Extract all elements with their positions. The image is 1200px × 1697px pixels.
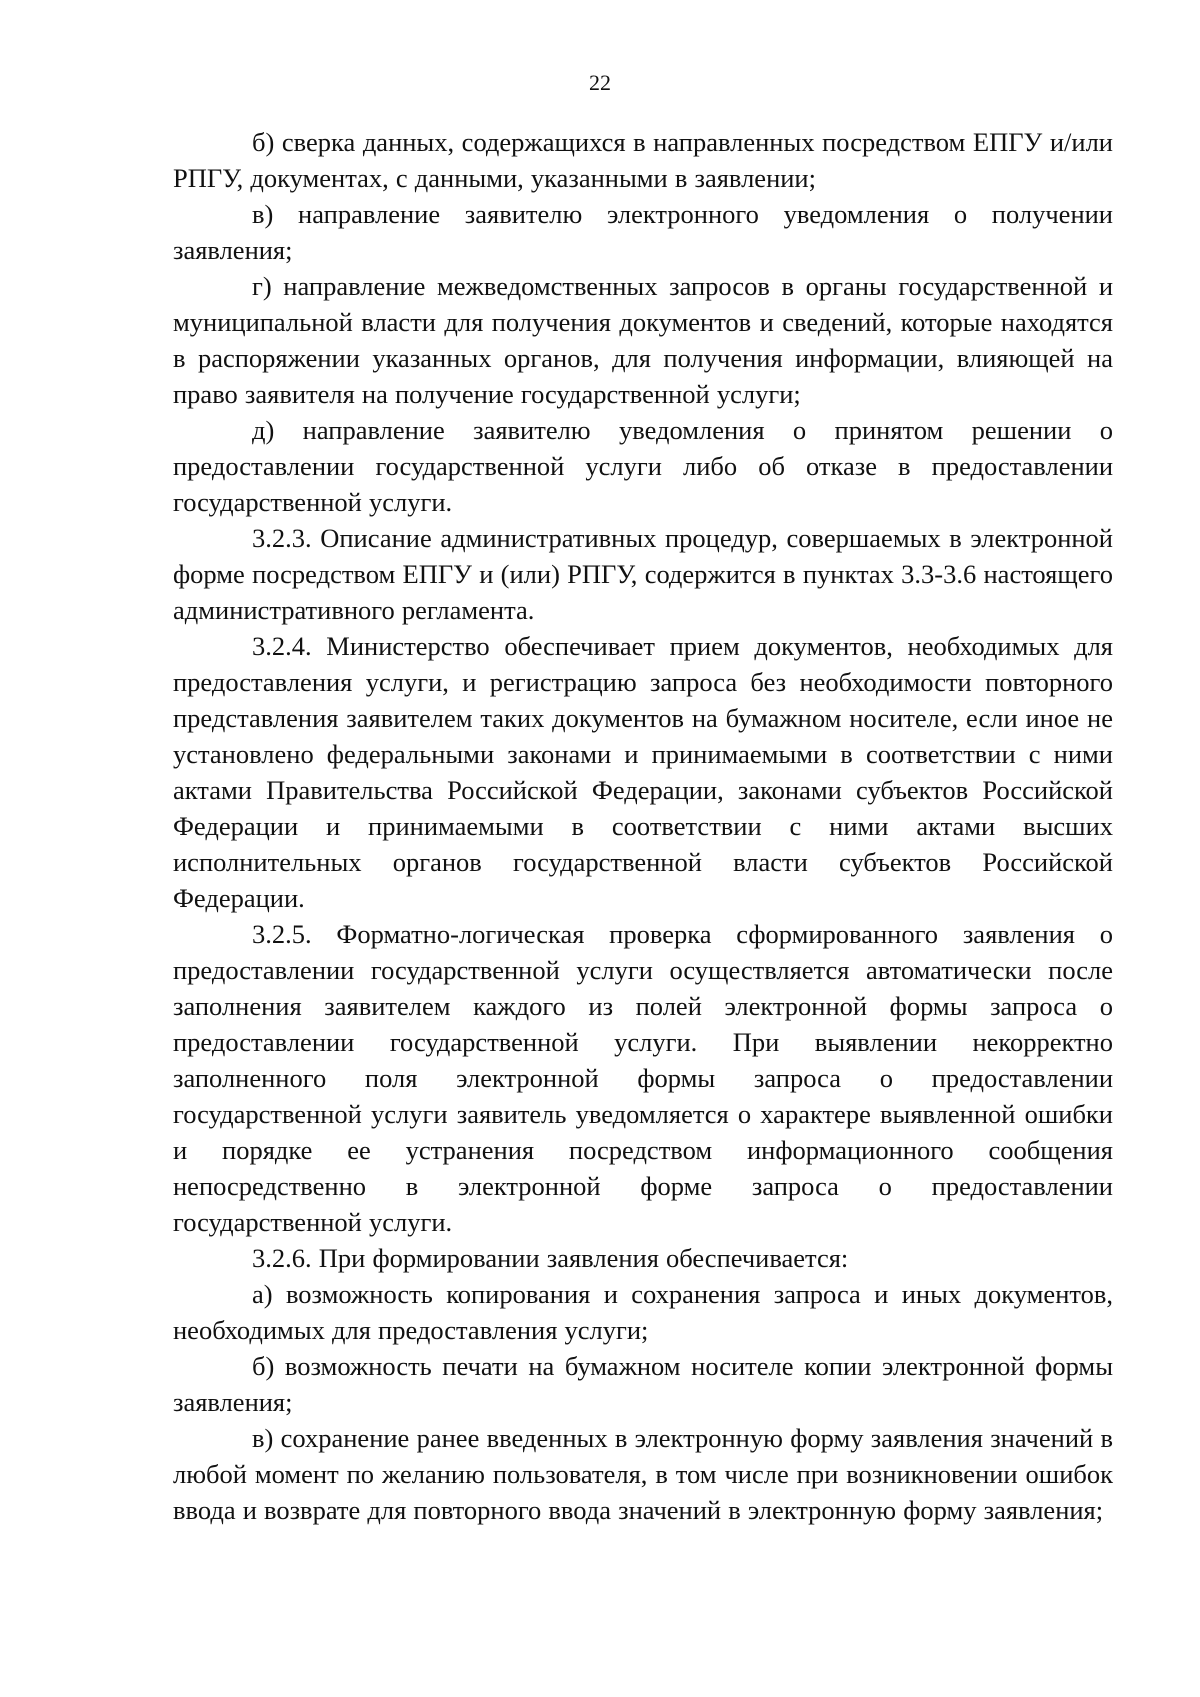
paragraph-item-b-data-reconciliation: б) сверка данных, содержащихся в направленных посредством ЕПГУ и/или РПГУ, документах, с данными, указанными в заявлении; — [173, 127, 1113, 193]
paragraph-item-v-save-values: в) сохранение ранее введенных в электронную форму заявления значений в любой момент по желанию пользователя, в том числе при возникновении ошибок ввода и возврате для повторного ввода значений в электронную форму заявления; — [173, 1423, 1113, 1525]
paragraph-item-g-interagency-requests: г) направление межведомственных запросов в органы государственной и муниципальной власти для получения документов и сведений, которые находятся в распоряжении указанных органов, для получения информации, влияющей на право заявителя на получение государственной услуги; — [173, 271, 1113, 409]
paragraph-item-b-print-copy: б) возможность печати на бумажном носителе копии электронной формы заявления; — [173, 1351, 1113, 1417]
paragraph-item-a-copy-save: а) возможность копирования и сохранения запроса и иных документов, необходимых для предоставления услуги; — [173, 1279, 1113, 1345]
paragraph-3-2-4: 3.2.4. Министерство обеспечивает прием документов, необходимых для предоставления услуги, и регистрацию запроса без необходимости повторного представления заявителем таких документов на бумажном носителе, если иное не установлено федеральными законами и принимаемыми в соответствии с ними актами Правительства Российской Федерации, законами субъектов Российской Федерации и принимаемыми в соответствии с ними актами высших исполнительных органов государственной власти субъектов Российской Федерации. — [173, 631, 1113, 913]
paragraph-3-2-6: 3.2.6. При формировании заявления обеспечивается: — [252, 1243, 849, 1273]
body-text — [173, 124, 1113, 1528]
paragraph-item-d-decision-notification: д) направление заявителю уведомления о принятом решении о предоставлении государственной услуги либо об отказе в предоставлении государственной услуги. — [173, 415, 1113, 517]
paragraph-3-2-5: 3.2.5. Форматно-логическая проверка сформированного заявления о предоставлении государственной услуги осуществляется автоматически после заполнения заявителем каждого из полей электронной формы запроса о предоставлении государственной услуги. При выявлении некорректно заполненного поля электронной формы запроса о предоставлении государственной услуги заявитель уведомляется о характере выявленной ошибки и порядке ее устранения посредством информационного сообщения непосредственно в электронной форме запроса о предоставлении государственной услуги. — [173, 919, 1113, 1237]
page-number: 22 — [589, 70, 611, 95]
paragraph-item-v-receipt-notification: в) направление заявителю электронного уведомления о получении заявления; — [173, 199, 1113, 265]
paragraph-3-2-3: 3.2.3. Описание административных процедур, совершаемых в электронной форме посредством ЕПГУ и (или) РПГУ, содержится в пунктах 3.3-3.6 настоящего административного регламента. — [173, 523, 1113, 625]
